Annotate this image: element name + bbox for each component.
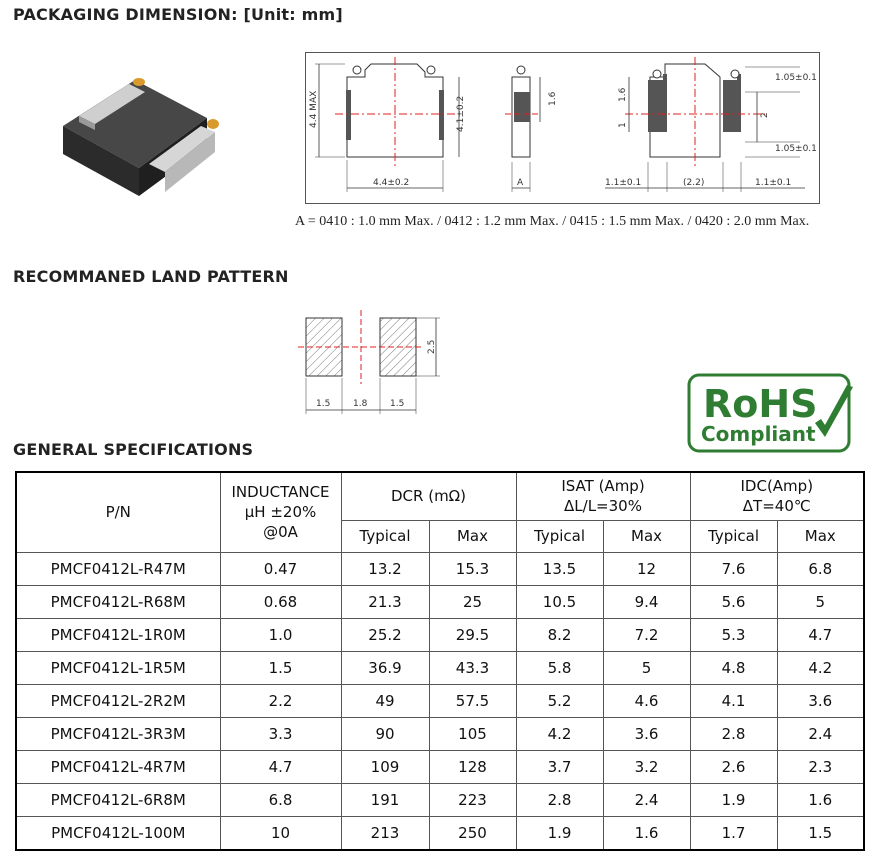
cell-idc-max: 6.8 xyxy=(777,552,864,585)
rohs-text: RoHS xyxy=(703,382,818,426)
cell-dcr-max: 105 xyxy=(429,717,516,750)
component-3d-image xyxy=(55,68,225,213)
land-pattern-drawing xyxy=(298,310,448,415)
cell-idc-max: 1.6 xyxy=(777,783,864,816)
cell-pn: PMCF0412L-100M xyxy=(16,816,220,850)
cell-idc-typical: 5.6 xyxy=(690,585,777,618)
bottom-2-label: 2 xyxy=(760,112,770,118)
cell-pn: PMCF0412L-1R0M xyxy=(16,618,220,651)
subheader-idc-typical: Typical xyxy=(690,520,777,552)
cell-idc-max: 4.2 xyxy=(777,651,864,684)
cell-inductance: 0.47 xyxy=(220,552,341,585)
term-height-label: 1.6 xyxy=(548,91,558,106)
cell-dcr-max: 223 xyxy=(429,783,516,816)
table-row xyxy=(16,651,864,684)
cell-dcr-typical: 49 xyxy=(341,684,429,717)
cell-idc-max: 2.4 xyxy=(777,717,864,750)
pad-right-label: 1.1±0.1 xyxy=(755,178,792,188)
cell-idc-typical: 2.8 xyxy=(690,717,777,750)
table-row xyxy=(16,585,864,618)
packaging-heading: PACKAGING DIMENSION: [Unit: mm] xyxy=(13,5,343,24)
cell-isat-max: 5 xyxy=(603,651,690,684)
header-isat-line2: ΔL/L=30% xyxy=(564,497,642,516)
land-pattern-heading: RECOMMANED LAND PATTERN xyxy=(13,267,289,286)
cell-isat-max: 4.6 xyxy=(603,684,690,717)
cell-isat-typical: 2.8 xyxy=(516,783,603,816)
cell-isat-typical: 5.8 xyxy=(516,651,603,684)
cell-isat-max: 7.2 xyxy=(603,618,690,651)
specifications-table-body xyxy=(16,552,864,850)
cell-idc-max: 5 xyxy=(777,585,864,618)
cell-dcr-max: 250 xyxy=(429,816,516,850)
a-dim-label: A xyxy=(517,178,524,188)
header-dcr: DCR (mΩ) xyxy=(341,472,516,520)
cell-idc-max: 3.6 xyxy=(777,684,864,717)
land-left-pad-label: 1.5 xyxy=(316,399,331,409)
header-inductance-line2: μH ±20% xyxy=(244,503,317,522)
cell-inductance: 6.8 xyxy=(220,783,341,816)
subheader-idc-max: Max xyxy=(777,520,864,552)
subheader-isat-max: Max xyxy=(603,520,690,552)
cell-isat-max: 3.2 xyxy=(603,750,690,783)
table-row xyxy=(16,816,864,850)
cell-dcr-max: 43.3 xyxy=(429,651,516,684)
cell-dcr-typical: 21.3 xyxy=(341,585,429,618)
header-inductance xyxy=(220,472,341,552)
pad-left-label: 1.1±0.1 xyxy=(605,178,642,188)
table-row xyxy=(16,618,864,651)
cell-isat-typical: 4.2 xyxy=(516,717,603,750)
cell-idc-typical: 4.1 xyxy=(690,684,777,717)
rohs-compliant-badge xyxy=(687,373,855,453)
header-idc-line2: ΔT=40℃ xyxy=(742,497,811,516)
cell-dcr-max: 57.5 xyxy=(429,684,516,717)
land-height-label: 2.5 xyxy=(427,339,437,354)
cell-isat-typical: 3.7 xyxy=(516,750,603,783)
cell-pn: PMCF0412L-2R2M xyxy=(16,684,220,717)
height-max-label: 4.4 MAX xyxy=(309,90,319,128)
cell-isat-typical: 1.9 xyxy=(516,816,603,850)
compliant-text: Compliant xyxy=(701,422,816,446)
cell-isat-max: 3.6 xyxy=(603,717,690,750)
cell-dcr-max: 15.3 xyxy=(429,552,516,585)
cell-pn: PMCF0412L-6R8M xyxy=(16,783,220,816)
pad-top-label: 1.05±0.1 xyxy=(775,73,817,83)
cell-isat-max: 12 xyxy=(603,552,690,585)
header-isat-line1: ISAT (Amp) xyxy=(561,477,645,496)
cell-dcr-typical: 25.2 xyxy=(341,618,429,651)
cell-idc-typical: 2.6 xyxy=(690,750,777,783)
subheader-dcr-max: Max xyxy=(429,520,516,552)
cell-idc-max: 1.5 xyxy=(777,816,864,850)
header-inductance-line3: @0A xyxy=(263,523,298,542)
cell-pn: PMCF0412L-4R7M xyxy=(16,750,220,783)
cell-pn: PMCF0412L-R68M xyxy=(16,585,220,618)
header-inductance-line1: INDUCTANCE xyxy=(231,483,330,502)
subheader-dcr-typical: Typical xyxy=(341,520,429,552)
cell-idc-typical: 7.6 xyxy=(690,552,777,585)
bottom-16-label: 1.6 xyxy=(618,87,628,102)
cell-dcr-typical: 36.9 xyxy=(341,651,429,684)
cell-idc-max: 2.3 xyxy=(777,750,864,783)
a-dimension-note: A = 0410 : 1.0 mm Max. / 0412 : 1.2 mm Max. / 0415 : 1.5 mm Max. / 0420 : 2.0 mm Max. xyxy=(295,214,810,229)
cell-pn: PMCF0412L-R47M xyxy=(16,552,220,585)
cell-isat-max: 2.4 xyxy=(603,783,690,816)
cell-dcr-typical: 90 xyxy=(341,717,429,750)
header-idc-line1: IDC(Amp) xyxy=(740,477,814,496)
height-tol-label: 4.1±0.2 xyxy=(456,95,466,132)
land-right-pad-label: 1.5 xyxy=(390,399,405,409)
subheader-isat-typical: Typical xyxy=(516,520,603,552)
cell-idc-max: 4.7 xyxy=(777,618,864,651)
cell-isat-typical: 13.5 xyxy=(516,552,603,585)
header-pn: P/N xyxy=(16,472,220,552)
cell-dcr-max: 25 xyxy=(429,585,516,618)
pad-bottom-label: 1.05±0.1 xyxy=(775,144,817,154)
cell-dcr-typical: 213 xyxy=(341,816,429,850)
cell-dcr-max: 128 xyxy=(429,750,516,783)
cell-dcr-max: 29.5 xyxy=(429,618,516,651)
cell-inductance: 1.5 xyxy=(220,651,341,684)
table-row xyxy=(16,684,864,717)
table-row xyxy=(16,750,864,783)
header-idc xyxy=(690,472,864,520)
cell-dcr-typical: 109 xyxy=(341,750,429,783)
cell-pn: PMCF0412L-1R5M xyxy=(16,651,220,684)
cell-inductance: 1.0 xyxy=(220,618,341,651)
header-isat xyxy=(516,472,690,520)
cell-inductance: 10 xyxy=(220,816,341,850)
packaging-dimension-drawing xyxy=(305,52,820,204)
cell-dcr-typical: 191 xyxy=(341,783,429,816)
cell-idc-typical: 5.3 xyxy=(690,618,777,651)
cell-dcr-typical: 13.2 xyxy=(341,552,429,585)
general-specifications-heading: GENERAL SPECIFICATIONS xyxy=(13,440,254,459)
bottom-1-label: 1 xyxy=(618,122,628,128)
cell-isat-typical: 10.5 xyxy=(516,585,603,618)
specifications-table xyxy=(15,471,865,851)
table-row xyxy=(16,552,864,585)
cell-idc-typical: 1.9 xyxy=(690,783,777,816)
width-tol-label: 4.4±0.2 xyxy=(373,178,410,188)
land-gap-label: 1.8 xyxy=(353,399,368,409)
table-row xyxy=(16,783,864,816)
cell-idc-typical: 1.7 xyxy=(690,816,777,850)
table-row xyxy=(16,717,864,750)
cell-isat-max: 1.6 xyxy=(603,816,690,850)
cell-pn: PMCF0412L-3R3M xyxy=(16,717,220,750)
cell-isat-typical: 5.2 xyxy=(516,684,603,717)
cell-inductance: 4.7 xyxy=(220,750,341,783)
cell-isat-typical: 8.2 xyxy=(516,618,603,651)
gap-label: (2.2) xyxy=(683,178,705,188)
cell-isat-max: 9.4 xyxy=(603,585,690,618)
cell-inductance: 3.3 xyxy=(220,717,341,750)
cell-inductance: 2.2 xyxy=(220,684,341,717)
cell-idc-typical: 4.8 xyxy=(690,651,777,684)
cell-inductance: 0.68 xyxy=(220,585,341,618)
